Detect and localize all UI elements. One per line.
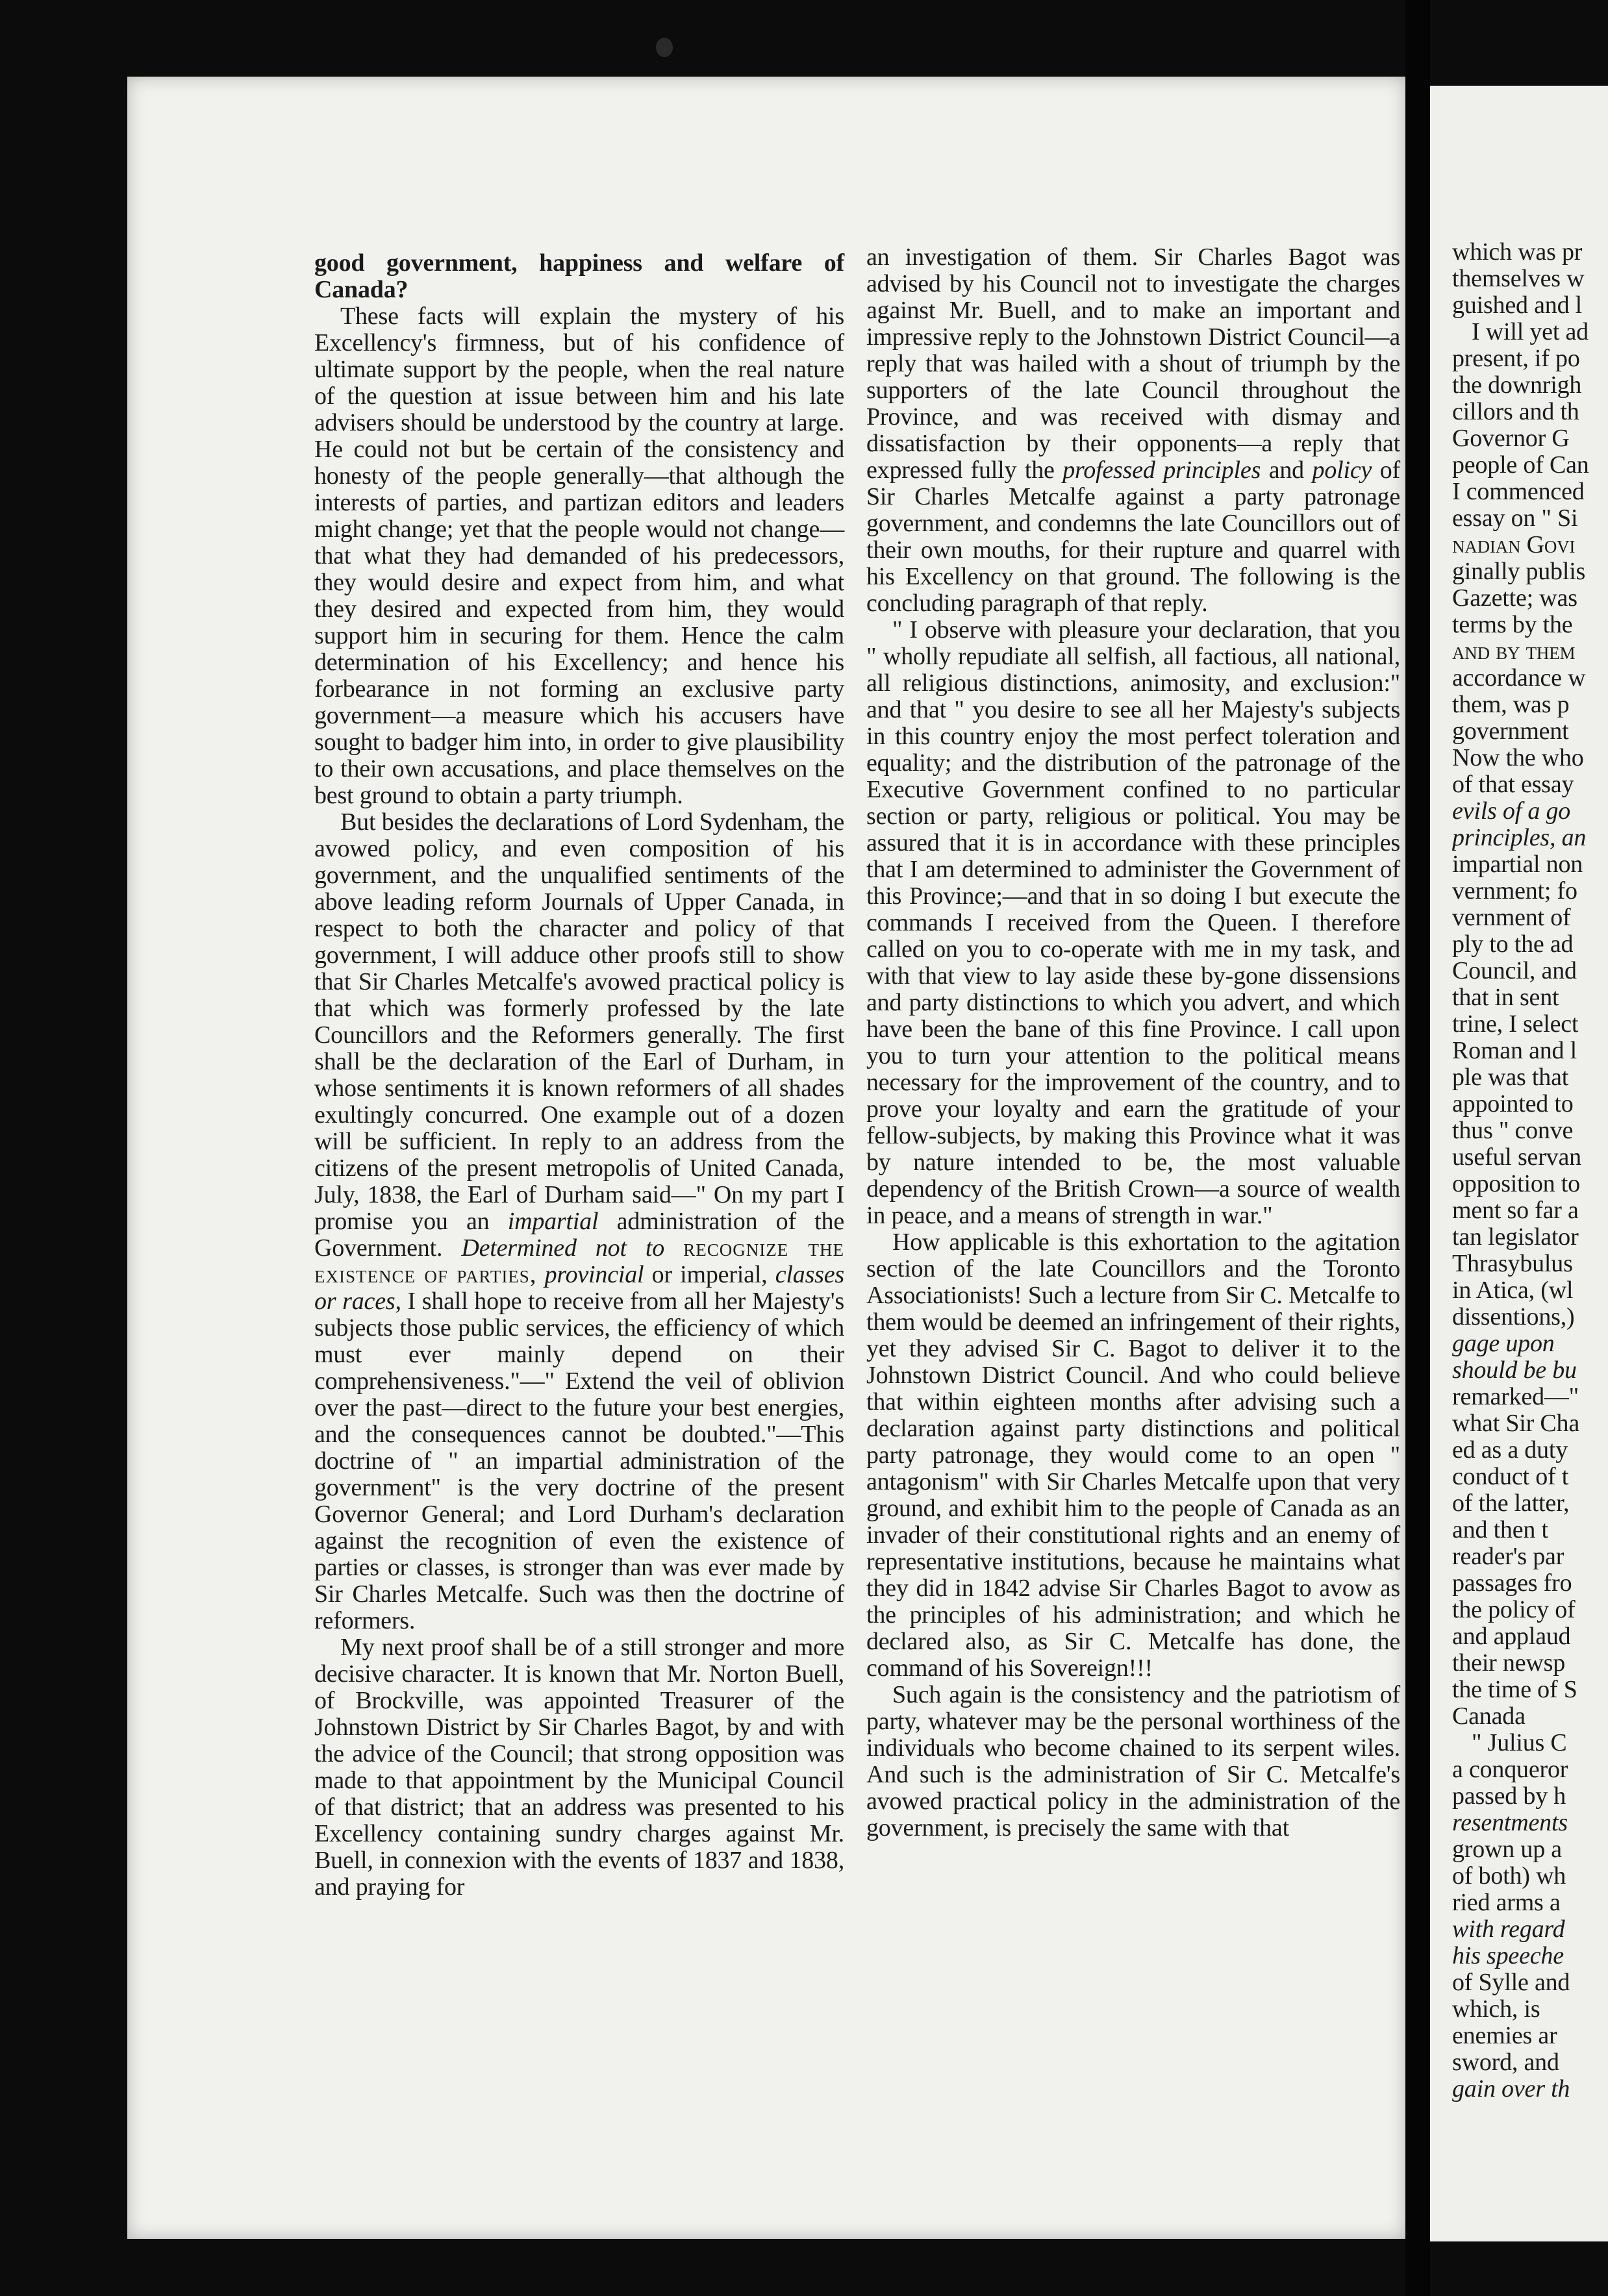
line-fragment: which, is — [1452, 1996, 1540, 2023]
line-fragment: nadian Govi — [1452, 532, 1576, 558]
italic-run: provincial — [544, 1261, 644, 1288]
line-fragment: principles, an — [1452, 825, 1587, 851]
line-fragment: Canada — [1452, 1703, 1526, 1730]
text-run: of Sir Charles Metcalfe against a party patronage government, and condemns the late Councillors out of their own mouths, for their rupture and quarrel with his Excellency on that ground. The following is the concluding paragraph of that reply. — [866, 456, 1400, 617]
line-fragment: essay on " Si — [1452, 505, 1578, 532]
text-run: administration of the Government. — [314, 1208, 845, 1262]
line-fragment: evils of a go — [1452, 798, 1571, 825]
line-fragment: enemies ar — [1452, 2023, 1557, 2049]
line-fragment: the downrigh — [1452, 372, 1582, 399]
text-column-middle — [866, 244, 1400, 1841]
text-run: an investigation of them. Sir Charles Bagot was advised by his Council not to investigate the charges against Mr. Buell, and to make an important and impressive reply to the Johnstown District Council—a reply that was hailed with a shout of triumph by the supporters of the late Council throughout the Province, and was received with dismay and dissatisfaction by their opponents—a reply that expressed fully the — [866, 243, 1400, 484]
italic-run: Determined not to — [461, 1234, 665, 1262]
line-fragment: Roman and l — [1452, 1038, 1577, 1064]
paragraph: These facts will explain the mystery of his Excellency's firmness, but of his confidence of ultimate support by the people, when the real nature of the question at issue between him and his late advisers should be understood by the country at large. He could not but be certain of the consistency and honesty of the people generally—that although the interests of parties, and partizan editors and leaders might change; yet that the people would not change—that what they had demanded of his predecessors, they would desire and expect from him, and what they desired and expected from him, they would support him in securing for them. Hence the calm determination of his Excellency; and hence his forbearance in not forming an exclusive party government—a measure which his accusers have sought to badger him into, in order to give plausibility to their own accusations, and place themselves on the best ground to obtain a party triumph. — [314, 303, 844, 809]
line-fragment: and by them — [1452, 638, 1576, 665]
page-gutter — [1405, 0, 1430, 2296]
line-fragment: I commenced — [1452, 479, 1585, 505]
line-fragment: tan legislator — [1452, 1224, 1579, 1251]
line-fragment: of the latter, — [1452, 1490, 1570, 1517]
line-fragment: Thrasybulus — [1452, 1251, 1573, 1277]
paragraph: Such again is the consistency and the patriotism of party, whatever may be the personal worthiness of the individuals who become chained to its serpent wiles. And such is the administration of Sir C. Metcalfe's avowed practical policy in the administration of the government, is precisely the same with that — [866, 1681, 1400, 1841]
line-fragment: gain over th — [1452, 2076, 1570, 2103]
line-fragment: terms by the — [1452, 612, 1573, 638]
text-column-left — [314, 250, 844, 1901]
line-fragment: of that essay — [1452, 771, 1574, 798]
line-fragment: ried arms a — [1452, 1890, 1561, 1916]
line-fragment: reader's par — [1452, 1543, 1564, 1570]
smallcaps-run: recognize the existence of parties, — [314, 1234, 844, 1288]
line-fragment: the policy of — [1452, 1597, 1576, 1623]
line-fragment: remarked—" — [1452, 1384, 1579, 1410]
line-fragment: that in sent — [1452, 984, 1559, 1011]
line-fragment: resentments — [1452, 1810, 1568, 1836]
line-fragment: useful servan — [1452, 1144, 1581, 1171]
line-fragment: a conqueror — [1452, 1756, 1568, 1783]
line-fragment: of both) wh — [1452, 1863, 1566, 1890]
text-column-right-cropped — [1452, 239, 1608, 2103]
line-fragment: passed by h — [1452, 1783, 1566, 1810]
italic-run: classes or races, — [314, 1261, 845, 1315]
line-fragment: conduct of t — [1452, 1464, 1569, 1490]
quoted-reply: " I observe with pleasure your declaration, that you " wholly repudiate all selfish, all factious, all national, all religious distinctions, animosity, and exclusion:" and that " you desire to see all her Majesty's subjects in this country enjoy the most perfect toleration and equality; and the distribution of the patronage of the Executive Government confined to no particular section or party, religious or political. You may be assured that it is in accordance with these principles that I am determined to administer the Government of this Province;—and that in so doing I but execute the commands I received from the Queen. I therefore called on you to co-operate with me in my task, and with that view to lay aside these by-gone dissensions and party distinctions to which you advert, and which have been the bane of this fine Province. I call upon you to turn your attention to the political means necessary for the improvement of the country, and to prove your loyalty and earn the gratitude of your fellow-subjects, by making this Province what it was by nature intended to be, the most valuable dependency of the British Crown—a source of wealth in peace, and a means of strength in war." — [866, 616, 1400, 1229]
line-fragment: ple was that — [1452, 1064, 1569, 1091]
line-fragment: Now the who — [1452, 745, 1584, 771]
line-fragment: which was pr — [1452, 239, 1583, 266]
line-fragment: present, if po — [1452, 345, 1580, 372]
line-fragment: dissentions,) — [1452, 1304, 1575, 1330]
line-fragment: vernment; fo — [1452, 878, 1577, 905]
line-fragment: with regard — [1452, 1916, 1565, 1943]
line-fragment: gage upon — [1452, 1330, 1555, 1357]
italic-run: impartial — [507, 1208, 599, 1235]
line-fragment: " Julius C — [1472, 1730, 1567, 1756]
line-fragment: what Sir Cha — [1452, 1410, 1580, 1437]
paragraph: good government, happiness and welfare of Canada? — [314, 249, 844, 303]
line-fragment: and applaud — [1452, 1623, 1571, 1650]
line-fragment: his speeche — [1452, 1943, 1564, 1969]
ink-blot — [656, 38, 673, 57]
line-fragment: ply to the ad — [1452, 931, 1574, 958]
line-fragment: ment so far a — [1452, 1197, 1579, 1224]
line-fragment: grown up a — [1452, 1836, 1562, 1863]
text-run: I shall hope to receive from all her Majesty's subjects those public services, the efficiency of which must ever mainly depend on their comprehensiveness."—" Extend the veil of oblivion over the past—direct to the future your best energies, and the consequences cannot be doubted."—This doctrine of " an impartial administration of the government" is the very doctrine of the present Governor General; and Lord Durham's declaration against the recognition of even the existence of parties or classes, is stronger than was ever made by Sir Charles Metcalfe. Such was then the doctrine of reformers. — [314, 1288, 844, 1634]
line-fragment: passages fro — [1452, 1570, 1572, 1597]
italic-run: policy — [1312, 456, 1372, 484]
paragraph-bagot — [866, 244, 1400, 617]
line-fragment: ginally publis — [1452, 558, 1586, 585]
line-fragment: in Atica, (wl — [1452, 1277, 1574, 1304]
paragraph: How applicable is this exhortation to the agitation section of the late Councillors and the Toronto Associationists! Such a lecture from Sir C. Metcalfe to them would be deemed an infringement of their rights, yet they advised Sir C. Bagot to deliver it to the Johnstown District Council. And who could believe that within eighteen months after advising such a declaration against party distinctions and political party patronage, they would come to an open " antagonism" with Sir Charles Metcalfe upon that very ground, and exhibit him to the people of Canada as an invader of their constitutional rights and an enemy of representative institutions, because he maintains what they did in 1842 advise Sir Charles Bagot to avow as the principles of his administration; and which he declared also, as Sir C. Metcalfe has done, the command of his Sovereign!!! — [866, 1229, 1400, 1682]
line-fragment: vernment of — [1452, 905, 1571, 931]
text-run: or imperial, — [651, 1261, 768, 1288]
line-fragment: sword, and — [1452, 2049, 1559, 2076]
line-fragment: should be bu — [1452, 1357, 1577, 1384]
text-run: But besides the declarations of Lord Sydenham, the avowed policy, and even composition of his government, and the unqualified sentiments of the above leading reform Journals of Upper Canada, in respect to both the character and policy of that government, I will adduce other proofs still to show that Sir Charles Metcalfe's avowed practical policy is that which was formerly professed by the late Councillors and the Reformers generally. The first shall be the declaration of the Earl of Durham, in whose sentiments it is known reformers of all shades exultingly concurred. One example out of a dozen will be sufficient. In reply to an address from the citizens of the present metropolis of United Canada, July, 1838, the Earl of Durham said—" On my part I promise you an — [314, 808, 844, 1235]
line-fragment: guished and l — [1452, 292, 1583, 319]
line-fragment: government — [1452, 718, 1569, 745]
line-fragment: impartial non — [1452, 851, 1583, 878]
text-run: and — [1268, 456, 1304, 484]
paragraph-durham — [314, 809, 844, 1634]
line-fragment: Governor G — [1452, 425, 1570, 452]
line-fragment: ed as a duty — [1452, 1437, 1568, 1464]
paragraph: My next proof shall be of a still stronger and more decisive character. It is known that Mr. Norton Buell, of Brockville, was appointed Treasurer of the Johnstown District by Sir Charles Bagot, by and with the advice of the Council; that strong opposition was made to that appointment by the Municipal Council of that district; that an address was presented to his Excellency containing sundry charges against Mr. Buell, in connexion with the events of 1837 and 1838, and praying for — [314, 1634, 844, 1901]
line-fragment: of Sylle and — [1452, 1969, 1570, 1996]
italic-run: professed principles — [1062, 456, 1261, 484]
line-fragment: cillors and th — [1452, 399, 1579, 425]
line-fragment: them, was p — [1452, 692, 1570, 718]
line-fragment: themselves w — [1452, 266, 1585, 292]
line-fragment: accordance w — [1452, 665, 1586, 692]
line-fragment: their newsp — [1452, 1650, 1566, 1677]
line-fragment: Gazette; was — [1452, 585, 1577, 612]
line-fragment: the time of S — [1452, 1677, 1577, 1703]
line-fragment: trine, I select — [1452, 1011, 1579, 1038]
line-fragment: appointed to — [1452, 1091, 1574, 1117]
line-fragment: people of Can — [1452, 452, 1589, 479]
line-fragment: thus " conve — [1452, 1117, 1574, 1144]
line-fragment: opposition to — [1452, 1171, 1580, 1197]
line-fragment: and then t — [1452, 1517, 1548, 1543]
line-fragment: I will yet ad — [1472, 319, 1589, 345]
line-fragment: Council, and — [1452, 958, 1577, 984]
